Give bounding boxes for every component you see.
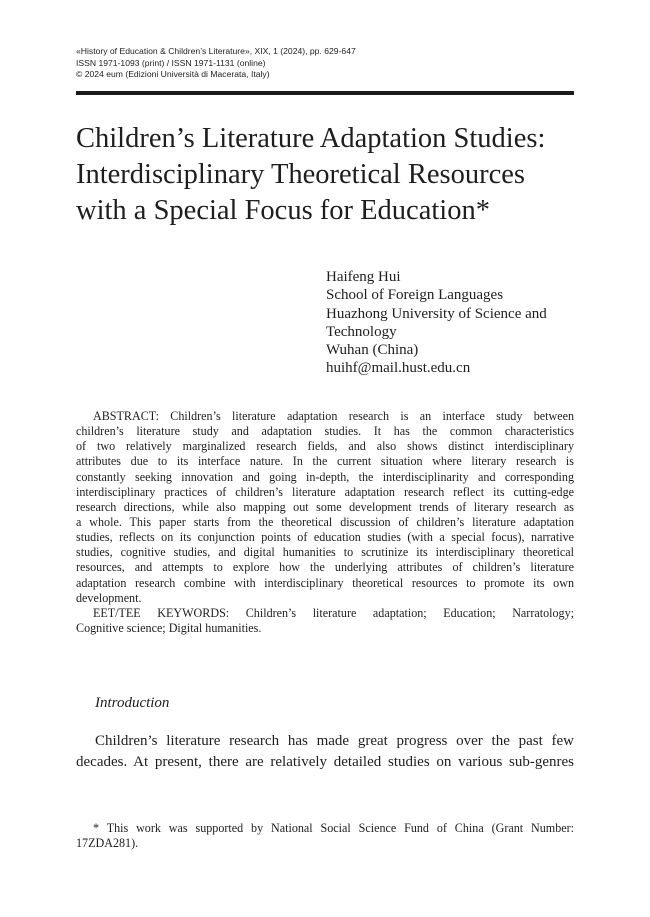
abstract-line: adaptation research combine with interdisciplinary theoretical resources to promote its own: [76, 575, 574, 590]
title-line: Interdisciplinary Theoretical Resources: [76, 159, 525, 190]
body-line: decades. At present, there are relatively detailed studies on various sub-genres: [76, 753, 574, 770]
introduction-text: [76, 731, 574, 772]
body-line: Children’s literature research has made great progress over the past few: [95, 733, 574, 749]
abstract-line: ABSTRACT: Children’s literature adaptation research is an interface study between: [93, 409, 574, 423]
abstract-block: [76, 409, 574, 636]
abstract-line: interdisciplinary practices of children’s literature adaptation research reflect its cutting-edge: [76, 484, 574, 499]
keywords-line: Cognitive science; Digital humanities.: [76, 620, 262, 635]
affiliation-line: Huazhong University of Science and: [326, 305, 547, 322]
introduction-heading: Introduction: [95, 695, 170, 711]
title-line: with a Special Focus for Education*: [76, 195, 490, 226]
title-line: Children’s Literature Adaptation Studies:: [76, 123, 546, 154]
article-title: [76, 121, 596, 229]
abstract-line: of two relatively marginalized research fields, and also shows distinct interdisciplinary: [76, 439, 574, 454]
footnote-line: 17ZDA281).: [76, 836, 139, 851]
journal-masthead: [76, 46, 576, 81]
abstract-line: studies, cognitive studies, and digital humanities to scrutinize its interdisciplinary theoretical: [76, 545, 574, 560]
affiliation-line: School of Foreign Languages: [326, 287, 504, 304]
abstract-line: attributes due to its interface nature. In the current situation where literary research is: [76, 454, 574, 469]
copyright-line: © 2024 eum (Edizioni Università di Macerata, Italy): [76, 69, 270, 79]
affiliation-line: Wuhan (China): [326, 342, 419, 359]
issn-line: ISSN 1971-1093 (print) / ISSN 1971-1131 (online): [76, 57, 266, 68]
header-rule: [76, 91, 574, 95]
funding-footnote: [76, 821, 574, 851]
affiliation-line: Technology: [326, 323, 397, 340]
author-email[interactable]: huihf@mail.hust.edu.cn: [326, 360, 471, 377]
abstract-line: development.: [76, 590, 142, 605]
author-name: Haifeng Hui: [326, 269, 401, 285]
abstract-line: research directions, while also mapping out some development trends of literary research as: [76, 499, 574, 514]
author-block: [326, 268, 586, 378]
abstract-line: a whole. This paper starts from the theoretical discussion of children’s literature adaptation: [76, 514, 574, 529]
abstract-line: resources, and attempts to explore how the underlying attributes of children’s literature: [76, 560, 574, 575]
abstract-line: children’s literature study and adaptation studies. It has the common characteristics: [76, 424, 574, 439]
journal-citation-line: «History of Education & Children’s Literature», XIX, 1 (2024), pp. 629-647: [76, 46, 356, 56]
keywords-line: EET/TEE KEYWORDS: Children’s literature adaptation; Education; Narratology;: [93, 605, 574, 620]
footnote-line: * This work was supported by National Social Science Fund of China (Grant Number:: [93, 821, 574, 835]
abstract-line: constantly seeking innovation and going in-depth, the interdisciplinarity and corresponding: [76, 469, 574, 484]
abstract-line: studies, reflects on its conjunction points of education studies (with a special focus), narrative: [76, 530, 574, 545]
